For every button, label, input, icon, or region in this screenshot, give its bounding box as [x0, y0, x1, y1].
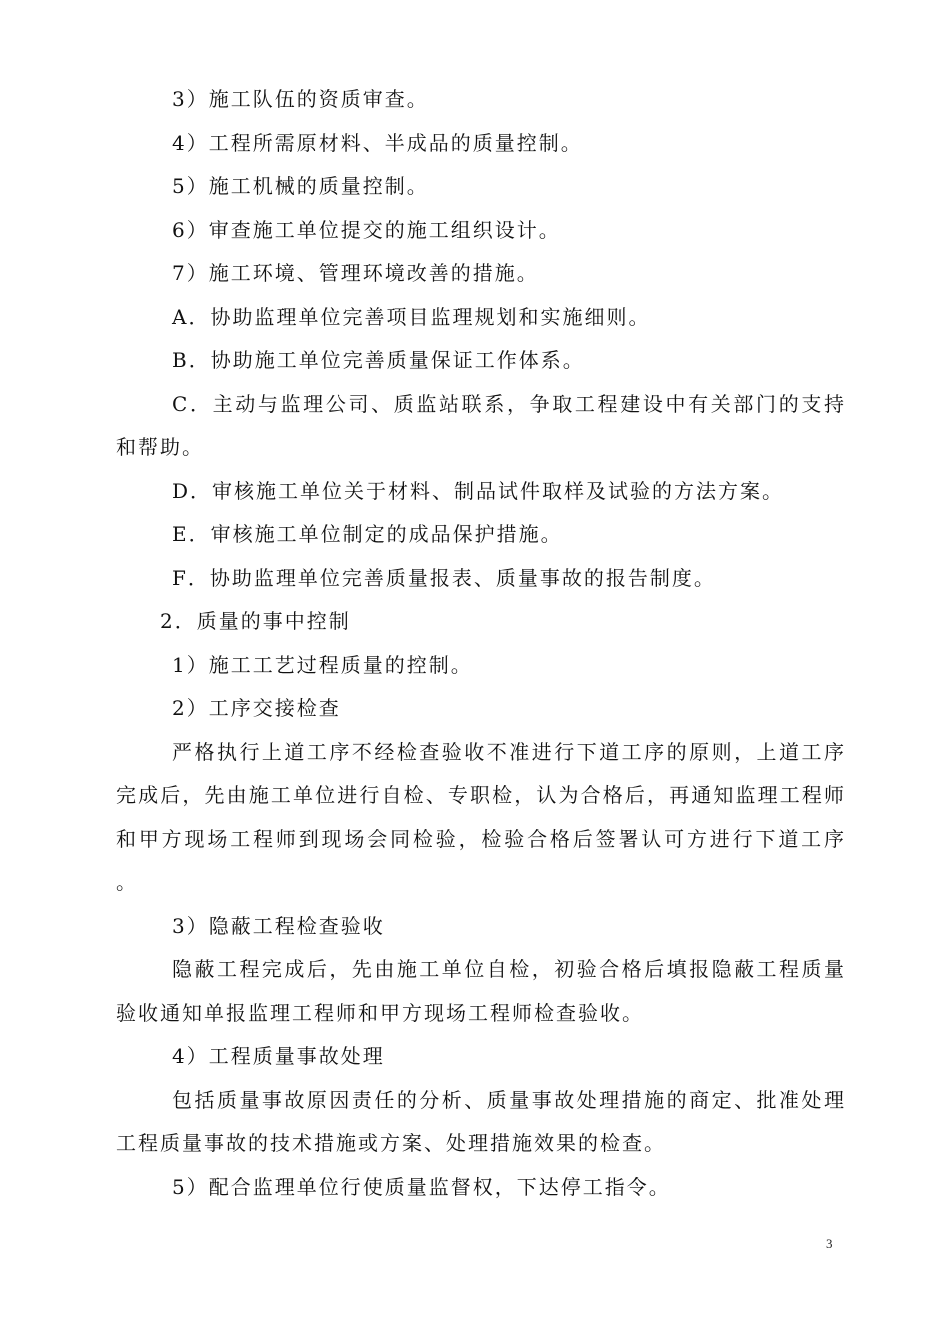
page-number: 3 — [826, 1236, 833, 1251]
subheading-concealed-works: 3）隐蔽工程检查验收 — [172, 913, 385, 938]
paragraph-item-5: 5）施工机械的质量控制。 — [172, 174, 429, 198]
subheading-process-handover: 2）工序交接检查 — [172, 696, 341, 720]
paragraph-item-b: B．协助施工单位完善质量保证工作体系。 — [172, 348, 585, 372]
paragraph-item-a: A．协助监理单位完善项目监理规划和实施细则。 — [172, 304, 651, 329]
paragraph-item-f: F．协助监理单位完善质量报表、质量事故的报告制度。 — [172, 565, 716, 590]
paragraph-item-1: 1）施工工艺过程质量的控制。 — [172, 652, 473, 677]
paragraph-item-e: E．审核施工单位制定的成品保护措施。 — [172, 522, 563, 546]
document-body — [116, 78, 846, 1209]
section-heading-2: 2．质量的事中控制 — [160, 609, 351, 633]
paragraph-item-c: C．主动与监理公司、质监站联系，争取工程建设中有关部门的支持和帮助。 — [116, 391, 846, 459]
subheading-quality-accident: 4）工程质量事故处理 — [172, 1044, 385, 1068]
paragraph-item-d: D．审核施工单位关于材料、制品试件取样及试验的方法方案。 — [172, 478, 785, 503]
paragraph-quality-accident: 包括质量事故原因责任的分析、质量事故处理措施的商定、批准处理工程质量事故的技术措施或方案、处理措施效果的检查。 — [116, 1087, 846, 1155]
paragraph-concealed-works: 隐蔽工程完成后，先由施工单位自检，初验合格后填报隐蔽工程质量验收通知单报监理工程师和甲方现场工程师检查验收。 — [116, 957, 846, 1025]
paragraph-stop-work-order: 5）配合监理单位行使质量监督权，下达停工指令。 — [172, 1174, 671, 1199]
paragraph-item-4: 4）工程所需原材料、半成品的质量控制。 — [172, 130, 583, 155]
paragraph-item-7: 7）施工环境、管理环境改善的措施。 — [172, 261, 539, 285]
paragraph-item-3: 3）施工队伍的资质审查。 — [172, 87, 429, 111]
paragraph-process-handover: 严格执行上道工序不经检查验收不准进行下道工序的原则，上道工序完成后，先由施工单位进行自检、专职检，认为合格后，再通知监理工程师和甲方现场工程师到现场会同检验，检验合格后签署认可方进行下道工序 。 — [116, 739, 846, 894]
paragraph-item-6: 6）审查施工单位提交的施工组织设计。 — [172, 217, 561, 242]
